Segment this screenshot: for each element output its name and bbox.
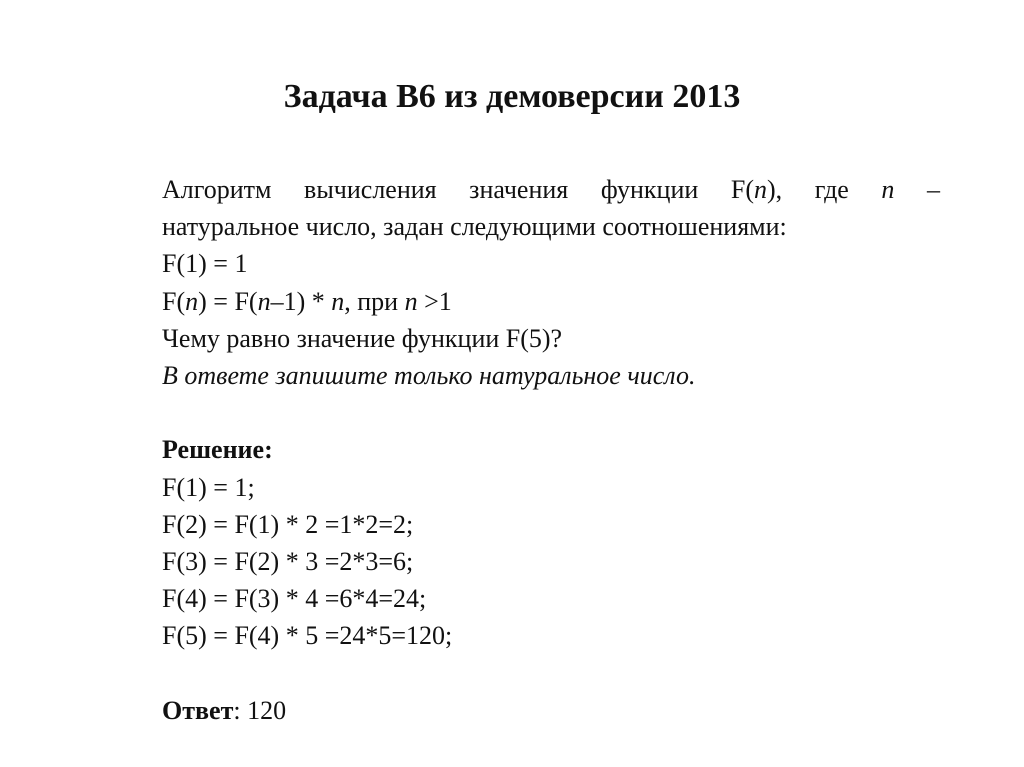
problem-word: – [926, 175, 940, 204]
solution-step-3: F(3) = F(2) * 3 =2*3=6; [162, 547, 414, 577]
question: Чему равно значение функции F(5)? [162, 323, 563, 353]
problem-word: вычисления [304, 175, 437, 204]
slide-title: Задача В6 из демоверсии 2013 [283, 78, 741, 115]
answer-line [162, 692, 940, 729]
recurrence: F(n) = F(n–1) * n, при n >1 [162, 286, 452, 316]
problem-word: где [814, 175, 849, 204]
spacer [162, 394, 940, 431]
problem-line-1 [162, 171, 940, 208]
base-case: F(1) = 1 [162, 249, 248, 279]
slide-content [162, 171, 940, 729]
solution-step-5: F(5) = F(4) * 5 =24*5=120; [162, 621, 453, 651]
spacer [162, 655, 940, 692]
instruction: В ответе запишите только натуральное число. [162, 361, 696, 391]
problem-word: Алгоритм [162, 175, 272, 204]
problem-word: n [881, 175, 895, 204]
answer-separator: : [233, 695, 241, 725]
answer-label: Ответ [162, 695, 234, 725]
problem-word: F(n), [730, 175, 783, 204]
solution-step-1: F(1) = 1; [162, 472, 255, 502]
problem-word: функции [600, 175, 699, 204]
problem-line-2: натуральное число, задан следующими соотношениями: [162, 212, 787, 242]
solution-step-2: F(2) = F(1) * 2 =1*2=2; [162, 509, 414, 539]
answer-value: 120 [247, 695, 287, 725]
problem-word: значения [469, 175, 569, 204]
solution-step-4: F(4) = F(3) * 4 =6*4=24; [162, 584, 427, 614]
solution-heading: Решение: [162, 435, 273, 465]
